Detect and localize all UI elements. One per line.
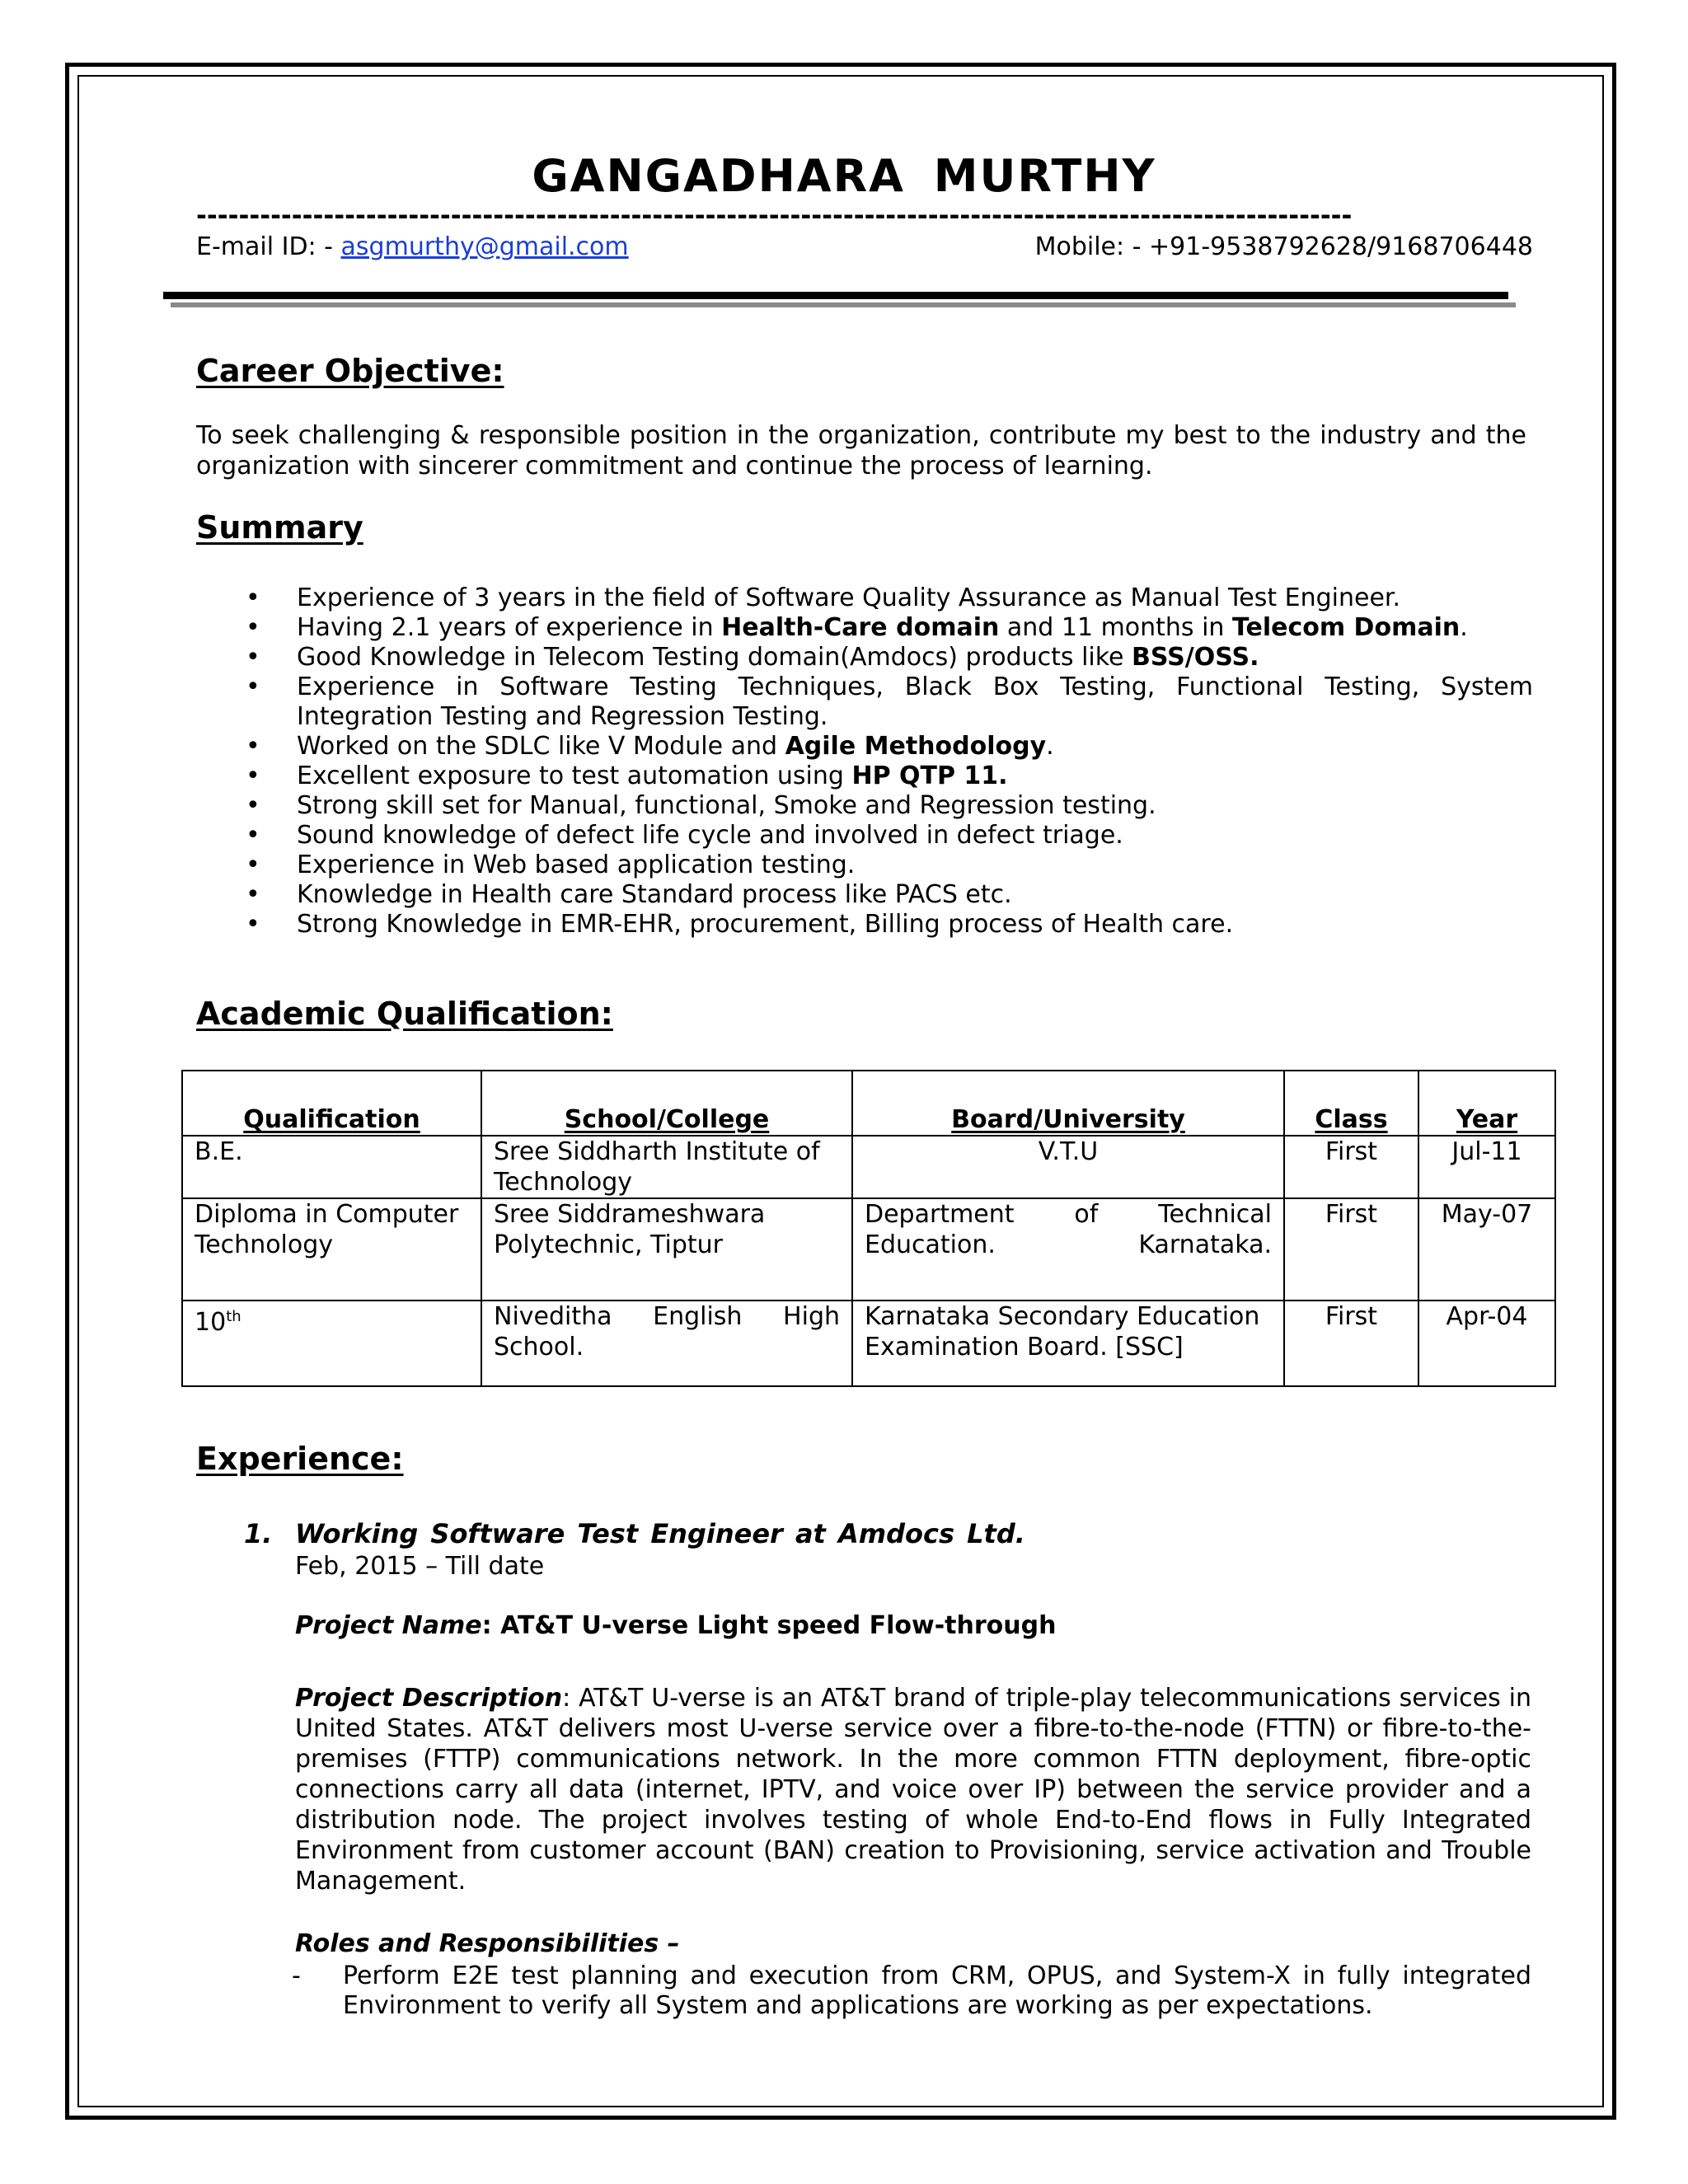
project-desc-label: Project Description: [295, 1684, 563, 1713]
academic-table: [181, 1070, 1556, 1387]
table-row: [182, 1198, 1555, 1301]
roles-title: Roles and Responsibilities –: [295, 1929, 680, 1958]
col-header-class: Class: [1284, 1071, 1418, 1136]
project-name-label: Project Name: [295, 1611, 482, 1640]
cell-year: May-07: [1418, 1198, 1555, 1301]
cell-qualification: B.E.: [182, 1136, 481, 1198]
summary-item: • Experience in Software Testing Techniques, Black Box Testing, Functional Testing, System Integration Testing and Regression Testing.: [246, 673, 1533, 731]
cell-school: Sree Siddharth Institute of Technology: [481, 1136, 852, 1198]
project-name-line: [295, 1610, 1056, 1641]
job-period: Feb, 2015 – Till date: [295, 1552, 545, 1581]
cell-board: Karnataka Secondary Education Examination Board. [SSC]: [852, 1301, 1284, 1386]
cell-school: Niveditha English High School.: [481, 1301, 852, 1386]
project-desc-text: : AT&T U-verse is an AT&T brand of triple-play telecommunications services in United States. AT&T delivers most U-verse service over a fibre-to-the-node (FTTN) or fibre-to-the-premises (FTTP) communications network. In the more common FTTN deployment, fibre-optic connections carry all data (internet, IPTV, and voice over IP) between the service provider and a distribution node. The project involves testing of whole End-to-End flows in Fully Integrated Environment from customer account (BAN) creation to Provisioning, service activation and Trouble Management.: [295, 1684, 1532, 1896]
cell-board: V.T.U: [852, 1136, 1284, 1198]
roles-list: [292, 1961, 1531, 2021]
job-title: Working Software Test Engineer at Amdocs Ltd.: [295, 1518, 1025, 1549]
cell-year: Jul-11: [1418, 1136, 1555, 1198]
summary-item: • Strong Knowledge in EMR-EHR, procurement, Billing process of Health care.: [246, 910, 1234, 939]
col-header-school: School/College: [481, 1071, 852, 1136]
summary-item: • Experience of 3 years in the field of Software Quality Assurance as Manual Test Engineer.: [246, 583, 1401, 612]
candidate-name: GANGADHARA MURTHY: [532, 150, 1156, 202]
summary-item: • Good Knowledge in Telecom Testing domain(Amdocs) products like BSS/OSS.: [246, 643, 1259, 672]
project-name: : AT&T U-verse Light speed Flow-through: [481, 1611, 1057, 1640]
summary-item: • Having 2.1 years of experience in Health-Care domain and 11 months in Telecom Domain.: [246, 613, 1468, 642]
summary-title: Summary: [196, 509, 363, 546]
col-header-board: Board/University: [852, 1071, 1284, 1136]
cell-qualification: 10th: [182, 1301, 481, 1386]
summary-item: • Excellent exposure to test automation using HP QTP 11.: [246, 762, 1008, 790]
cell-class: First: [1284, 1301, 1418, 1386]
summary-item: • Worked on the SDLC like V Module and Agile Methodology.: [246, 732, 1054, 761]
academic-title: Academic Qualification:: [196, 996, 613, 1032]
cell-board: [852, 1198, 1284, 1301]
cell-year: Apr-04: [1418, 1301, 1555, 1386]
header-rule-gray: [171, 302, 1516, 307]
cell-class: First: [1284, 1136, 1418, 1198]
table-row: [182, 1301, 1555, 1386]
role-item: - Perform E2E test planning and execution from CRM, OPUS, and System-X in fully integrated Environment to verify all System and applications are working as per expectations.: [292, 1961, 1531, 2020]
career-objective-text: To seek challenging & responsible position in the organization, contribute my best to the industry and the organization with sincerer commitment and continue the process of learning.: [196, 421, 1526, 480]
board-line: Department of Technical Education. Karnataka.: [865, 1200, 1272, 1259]
summary-list: [198, 583, 1533, 940]
table-row: [182, 1136, 1555, 1198]
summary-item: • Strong skill set for Manual, functional, Smoke and Regression testing.: [246, 791, 1156, 820]
email-label: E-mail ID: -: [196, 232, 341, 261]
col-header-year: Year: [1418, 1071, 1555, 1136]
cell-qualification: Diploma in Computer Technology: [182, 1198, 481, 1301]
experience-title: Experience:: [196, 1441, 404, 1477]
email-link[interactable]: asgmurthy@gmail.com: [340, 232, 629, 261]
career-objective-title: Career Objective:: [196, 353, 504, 389]
summary-item: • Experience in Web based application testing.: [246, 851, 856, 879]
email-line: [196, 232, 629, 261]
header-dashed-separator: -------------------------------------------------------------------------------------------------------------: [196, 201, 1353, 231]
cell-school: Sree Siddrameshwara Polytechnic, Tiptur: [481, 1198, 852, 1301]
project-description: [295, 1683, 1531, 1896]
mobile-number: Mobile: - +91-9538792628/9168706448: [1034, 232, 1533, 261]
col-header-qualification: Qualification: [182, 1071, 481, 1136]
summary-item: • Knowledge in Health care Standard process like PACS etc.: [246, 880, 1012, 909]
summary-item: • Sound knowledge of defect life cycle and involved in defect triage.: [246, 821, 1123, 850]
cell-class: First: [1284, 1198, 1418, 1301]
dash-bullet-icon: -: [292, 1961, 301, 1990]
job-number: 1.: [244, 1518, 273, 1549]
header-rule-black: [163, 292, 1508, 299]
table-header-row: [182, 1071, 1555, 1136]
